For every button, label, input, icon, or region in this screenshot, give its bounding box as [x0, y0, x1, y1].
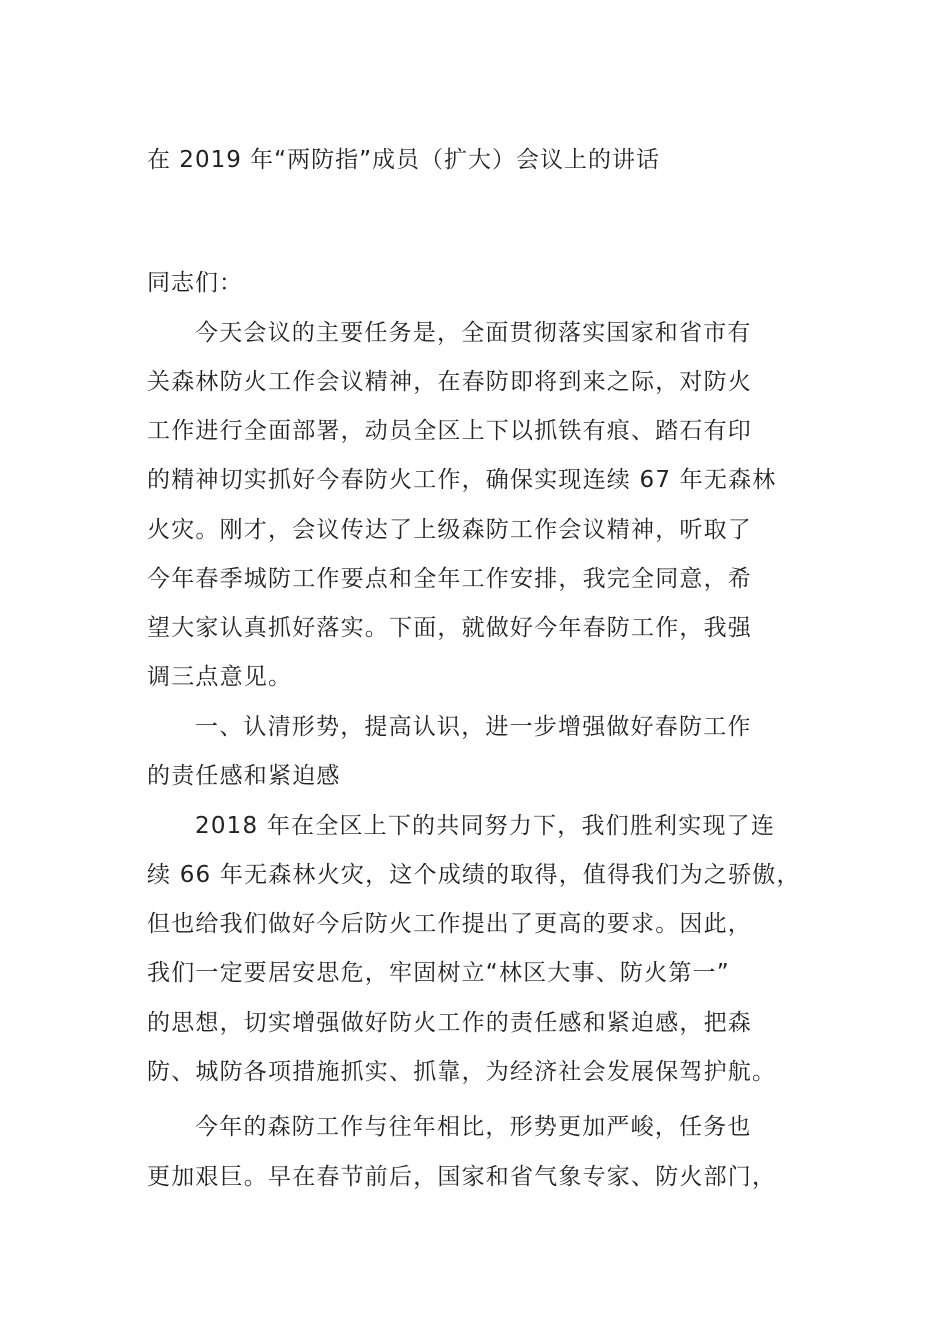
- paragraph-line: 今天会议的主要任务是，全面贯彻落实国家和省市有: [195, 320, 752, 346]
- paragraph-line: 火灾。刚才，会议传达了上级森防工作会议精神，听取了: [147, 517, 752, 543]
- paragraph-line: 但也给我们做好今后防火工作提出了更高的要求。因此，: [147, 911, 752, 937]
- paragraph-line: 调三点意见。: [147, 664, 293, 690]
- paragraph-line: 今年春季城防工作要点和全年工作安排，我完全同意，希: [147, 566, 752, 592]
- paragraph-line: 工作进行全面部署，动员全区上下以抓铁有痕、踏石有印: [147, 418, 752, 444]
- section-heading: 一、认清形势，提高认识，进一步增强做好春防工作: [195, 714, 752, 740]
- document-title: 在 2019 年“两防指”成员（扩大）会议上的讲话: [147, 147, 660, 173]
- section-heading: 的责任感和紧迫感: [147, 763, 341, 789]
- paragraph-line: 望大家认真抓好落实。下面，就做好今年春防工作，我强: [147, 615, 752, 641]
- paragraph-line: 2018 年在全区上下的共同努力下，我们胜利实现了连: [195, 813, 776, 839]
- paragraph-line: 续 66 年无森林火灾，这个成绩的取得，值得我们为之骄傲，: [147, 862, 801, 888]
- paragraph-line: 今年的森防工作与往年相比，形势更加严峻，任务也: [195, 1114, 752, 1140]
- salutation: 同志们：: [147, 270, 243, 296]
- paragraph-line: 我们一定要居安思危，牢固树立“林区大事、防火第一”: [147, 960, 730, 986]
- paragraph-line: 的精神切实抓好今春防火工作，确保实现连续 67 年无森林: [147, 467, 777, 493]
- paragraph-line: 防、城防各项措施抓实、抓靠，为经济社会发展保驾护航。: [147, 1059, 777, 1085]
- paragraph-line: 的思想，切实增强做好防火工作的责任感和紧迫感，把森: [147, 1010, 752, 1036]
- paragraph-line: 更加艰巨。早在春节前后，国家和省气象专家、防火部门，: [147, 1164, 777, 1190]
- paragraph-line: 关森林防火工作会议精神，在春防即将到来之际，对防火: [147, 369, 752, 395]
